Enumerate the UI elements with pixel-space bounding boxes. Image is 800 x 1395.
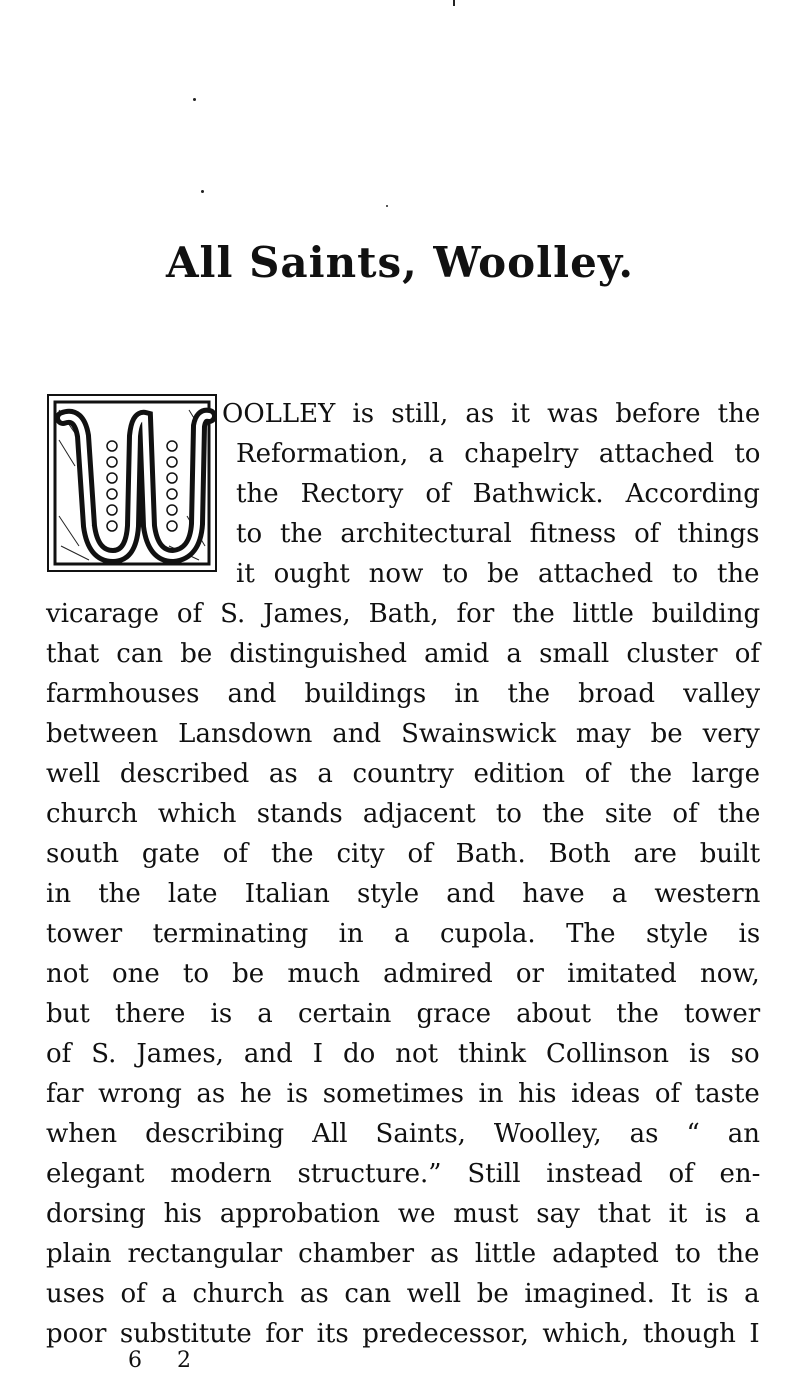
text-line: in the late Italian style and have a western bbox=[46, 879, 761, 909]
text-line: between Lansdown and Swainswick may be very bbox=[46, 719, 760, 749]
text-line: far wrong as he is sometimes in his ideas of taste bbox=[46, 1079, 760, 1109]
text-line: to the architectural fitness of things bbox=[236, 519, 760, 549]
text-line: church which stands adjacent to the site of the bbox=[46, 799, 761, 829]
text-line: the Rectory of Bathwick. According bbox=[236, 479, 760, 509]
text-line: of S. James, and I do not think Collinson is so bbox=[46, 1039, 760, 1069]
text-line: it ought now to be attached to the bbox=[236, 559, 760, 589]
text-line: vicarage of S. James, Bath, for the little building bbox=[46, 599, 761, 629]
text-line: Reformation, a chapelry attached to bbox=[236, 439, 761, 469]
text-line: OOLLEY is still, as it was before the bbox=[222, 399, 761, 429]
text-line: dorsing his approbation we must say that it is a bbox=[46, 1199, 761, 1229]
text-line: that can be distinguished amid a small cluster of bbox=[46, 639, 760, 669]
text-line: poor substitute for its predecessor, which, though I bbox=[46, 1319, 760, 1349]
text-line: well described as a country edition of the large bbox=[46, 759, 760, 789]
text-line: south gate of the city of Bath. Both are built bbox=[46, 839, 761, 869]
text-line: tower terminating in a cupola. The style is bbox=[46, 919, 761, 949]
text-line: but there is a certain grace about the tower bbox=[46, 999, 761, 1029]
text-line: plain rectangular chamber as little adapted to the bbox=[46, 1239, 760, 1269]
text-line: not one to be much admired or imitated now, bbox=[46, 959, 760, 989]
text-line: farmhouses and buildings in the broad valley bbox=[46, 679, 761, 709]
text-line: when describing All Saints, Woolley, as “ an bbox=[46, 1119, 761, 1149]
text-line: elegant modern structure.” Still instead of en- bbox=[46, 1159, 761, 1189]
text-line: uses of a church as can well be imagined. It is a bbox=[46, 1279, 760, 1309]
signature-mark: 6 2 bbox=[128, 1348, 205, 1373]
page-heading: All Saints, Woolley. bbox=[165, 238, 635, 287]
